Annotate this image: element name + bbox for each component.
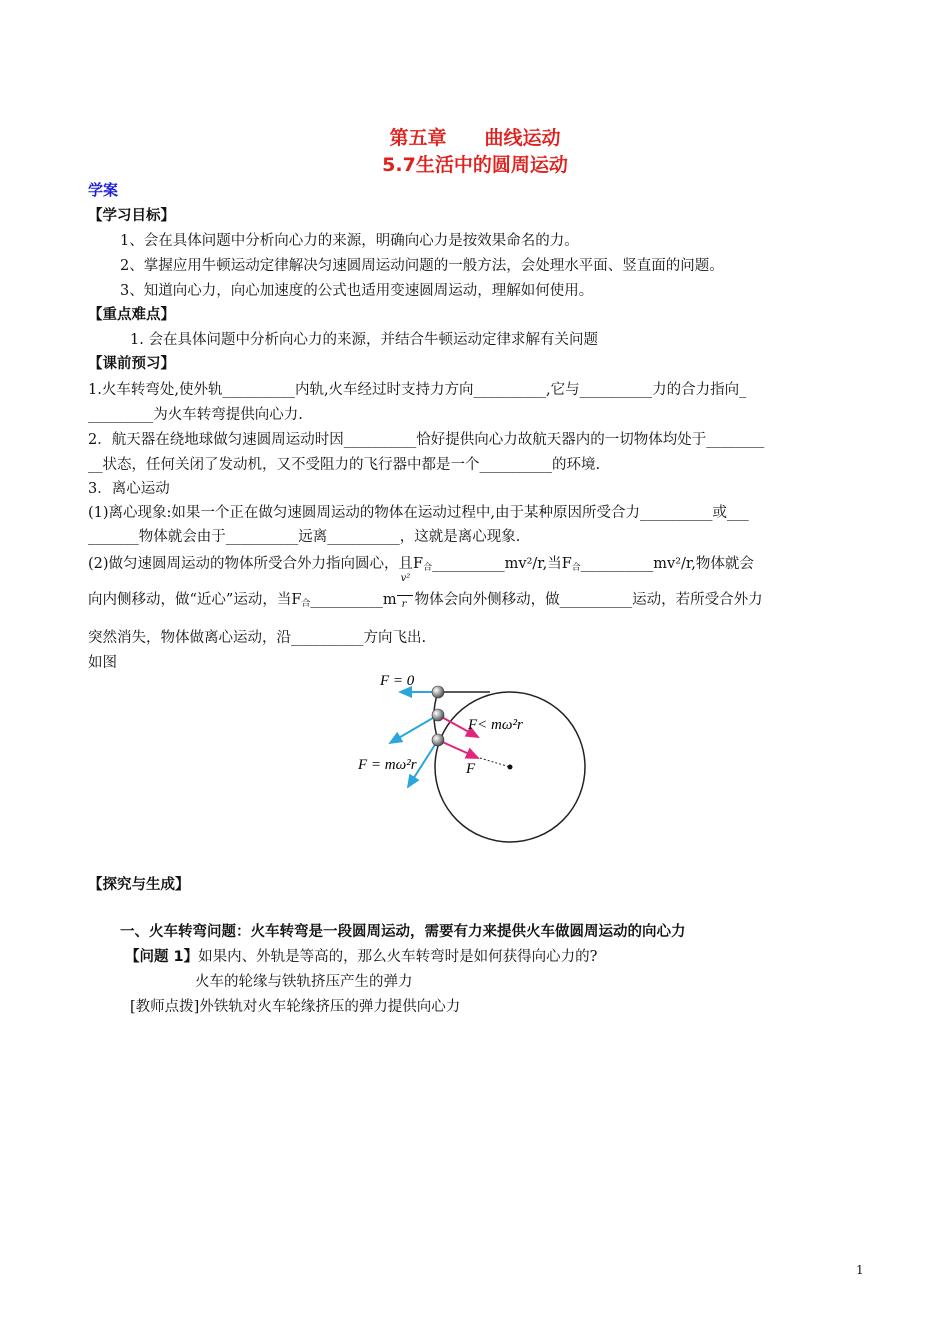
preview-q2-line2: __状态，任何关闭了发动机，又不受阻力的飞行器中都是一个__________的环境. [88,457,601,473]
objective-item: 2、掌握应用牛顿运动定律解决匀速圆周运动问题的一般方法，会处理水平面、竖直面的问题。 [120,258,724,274]
blue-arrow-mid [390,715,438,743]
preview-q3-1-line1: (1)离心现象:如果一个正在做匀速圆周运动的物体在运动过程中,由于某种原因所受合力__________或___ [88,505,749,521]
xuean-label: 学案 [88,181,119,199]
centrifugal-figure [350,665,620,845]
keypoints-heading: 【重点难点】 [88,307,175,323]
preview-q3-1-line2: _______物体就会由于__________远离__________，这就是离心现象. [88,529,521,545]
preview-q3-2-line1 [88,552,754,573]
label-f-zero: F = 0 [380,673,415,689]
q3-2-text-a: (2)做匀速圆周运动的物体所受合外力指向圆心，且F [88,556,424,572]
fraction-denominator: r [401,599,407,610]
page-number: 1 [856,1263,864,1277]
label-f-equal: F = mω²r [358,757,417,773]
q3-2-text-e: __________m [310,592,397,608]
answer-text: 火车的轮缘与铁轨挤压产生的弹力 [195,974,413,990]
preview-q1-line2: _________为火车转弯提供向心力. [88,407,303,423]
ball-mid [432,709,444,721]
figure-caption: 如图 [88,655,117,671]
section-one-heading: 一、火车转弯问题：火车转弯是一段圆周运动，需要有力来提供火车做圆周运动的向心力 [120,924,686,940]
q3-2-text-b: __________mv²/r,当F [432,556,572,572]
magenta-arrow-lower [438,740,478,758]
subscript-he: 合 [301,599,311,609]
subscript-he: 合 [423,563,433,573]
dotted-radius [480,758,510,767]
preview-heading: 【课前预习】 [88,356,175,372]
teacher-note: [教师点拨]外铁轨对火车轮缘挤压的弹力提供向心力 [130,999,461,1015]
subscript-he: 合 [571,563,581,573]
objective-item: 1、会在具体问题中分析向心力的来源，明确向心力是按效果命名的力。 [120,233,579,249]
question-text: 如果内、外轨是等高的，那么火车转弯时是如何获得向心力的? [198,949,598,965]
fraction-bar [397,595,413,596]
objectives-heading: 【学习目标】 [88,208,175,224]
question-label: 【问题 1】 [125,949,199,965]
label-f: F [466,761,476,777]
keypoint-item: 1. 会在具体问题中分析向心力的来源，并结合牛顿运动定律求解有关问题 [130,332,598,348]
objective-item: 3、知道向心力，向心加速度的公式也适用变速圆周运动，理解如何使用。 [120,283,594,299]
chapter-title: 第五章 曲线运动 [389,127,561,149]
center-point [508,765,513,770]
section-title: 5.7生活中的圆周运动 [382,154,568,176]
fraction-v2-over-r [397,573,415,610]
ball-low [432,734,444,746]
preview-q3-2-line2 [88,573,763,610]
question-1 [125,945,597,966]
preview-q2-line1: 2．航天器在绕地球做匀速圆周运动时因__________恰好提供向心力故航天器内的一切物体均处于________ [88,432,765,448]
ball-top [432,686,444,698]
q3-2-text-c: __________mv²/r,物体就会 [580,556,754,572]
fraction-numerator: v² [400,573,411,584]
explore-heading: 【探究与生成】 [88,877,190,893]
label-f-less: F< mω²r [468,717,523,733]
q3-2-text-f: 物体会向外侧移动，做__________运动，若所受合外力 [414,592,763,608]
q3-2-text-d: 向内侧移动，做“近心”运动，当F [88,592,302,608]
preview-q3-title: 3．离心运动 [88,481,170,497]
preview-q3-2-line3: 突然消失，物体做离心运动，沿__________方向飞出. [88,630,427,646]
preview-q1-line1: 1.火车转弯处,使外轨__________内轨,火车经过时支持力方向__________,它与__________力的合力指向_ [88,382,747,398]
